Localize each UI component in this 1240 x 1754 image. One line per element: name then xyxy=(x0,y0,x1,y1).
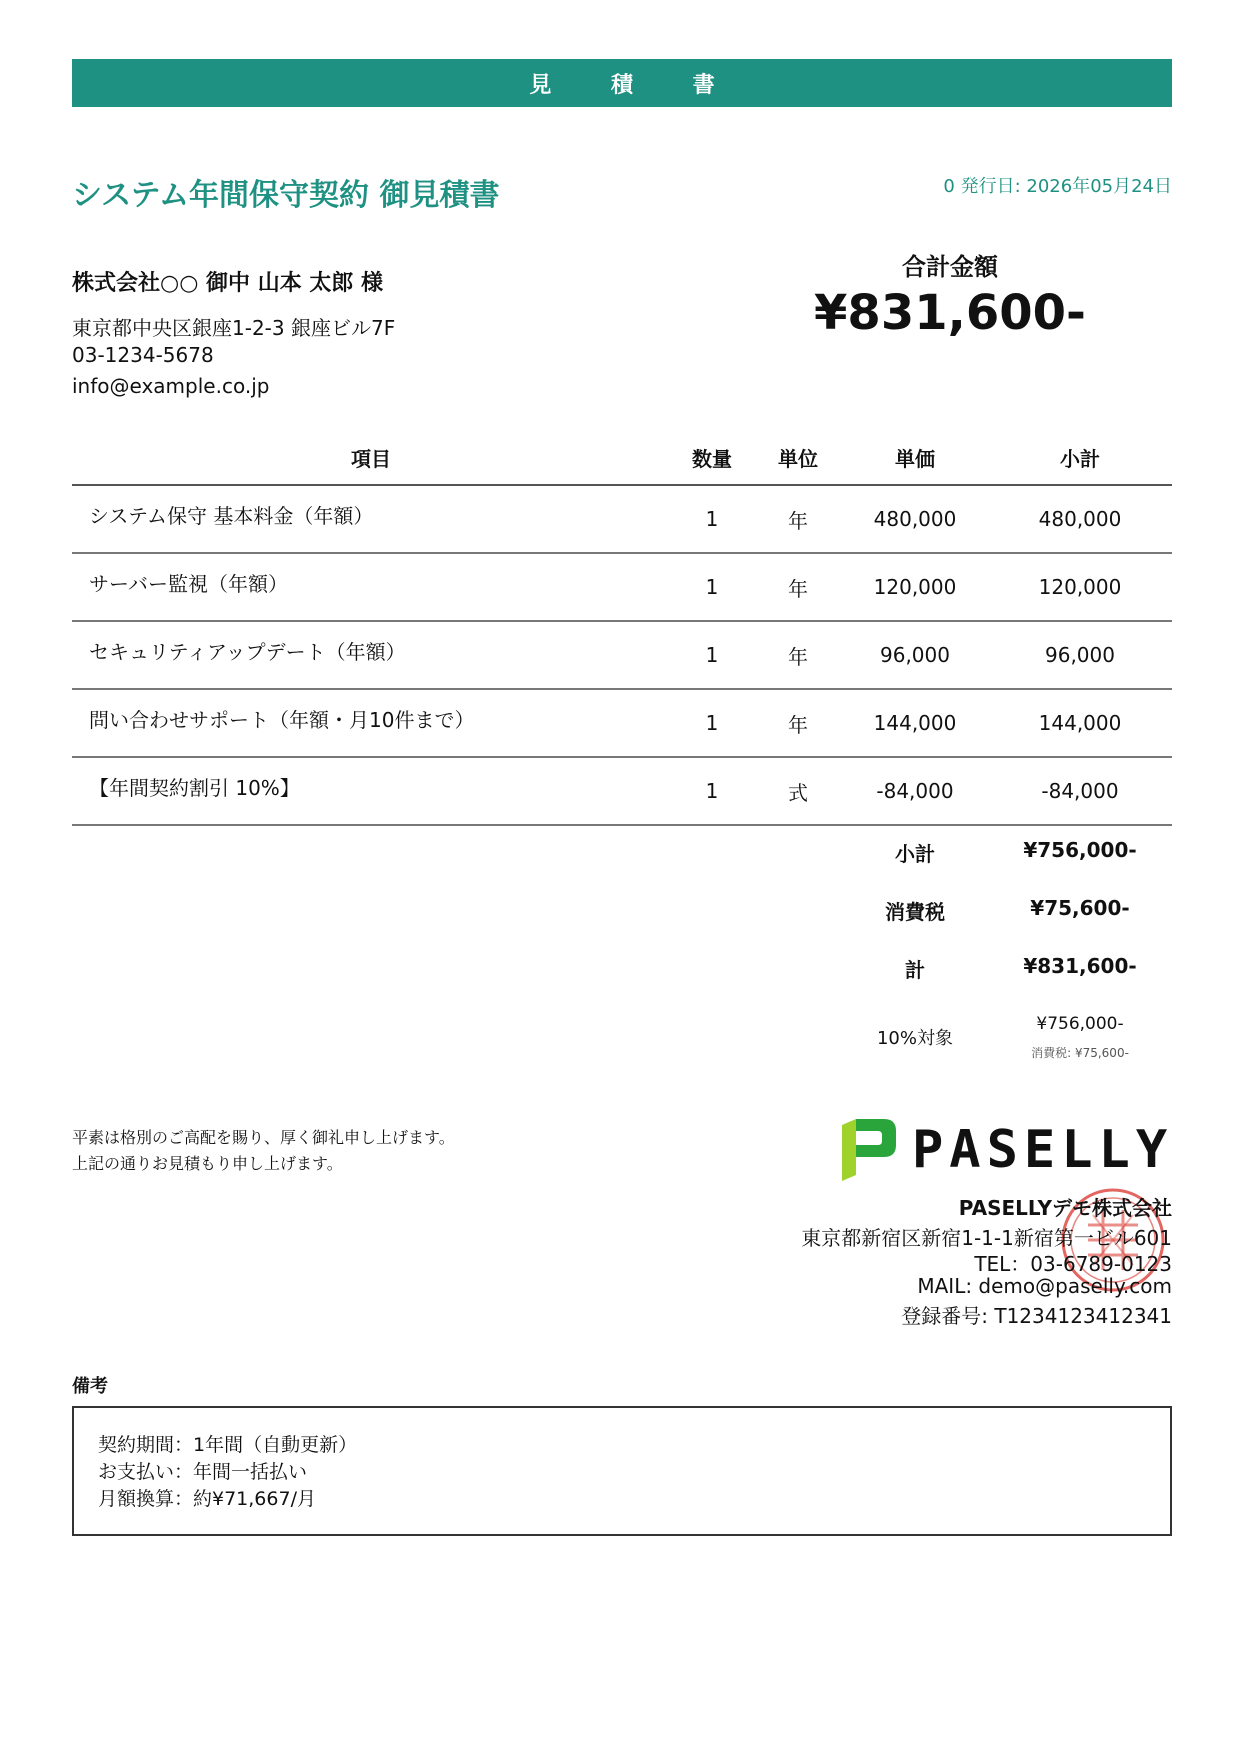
header-unit: 単位 xyxy=(754,430,842,485)
item-subtotal: -84,000 xyxy=(988,757,1172,825)
item-quantity: 1 xyxy=(670,757,754,825)
item-unit: 年 xyxy=(754,485,842,553)
item-name: サーバー監視（年額） xyxy=(72,553,670,621)
client-name: 株式会社○○ 御中 山本 太郎 様 xyxy=(72,271,384,296)
item-unit-price: 96,000 xyxy=(842,621,988,689)
total-amount-label: 合計金額 xyxy=(902,253,998,281)
tax-target-base: ¥756,000- xyxy=(1036,1014,1124,1034)
remarks-line: お支払い：年間一括払い xyxy=(98,1461,308,1483)
item-unit-price: 480,000 xyxy=(842,485,988,553)
issuer-company-name: PASELLYデモ株式会社 xyxy=(958,1196,1172,1220)
table-row xyxy=(72,689,1172,757)
item-name: システム保守 基本料金（年額） xyxy=(72,485,670,553)
remarks-line: 契約期間：1年間（自動更新） xyxy=(98,1434,358,1456)
header-unit-price: 単価 xyxy=(842,430,988,485)
table-row xyxy=(72,553,1172,621)
client-address: 東京都中央区銀座1-2-3 銀座ビル7F xyxy=(72,316,396,340)
item-subtotal: 144,000 xyxy=(988,689,1172,757)
table-row xyxy=(72,757,1172,825)
issuer-address: 東京都新宿区新宿1-1-1新宿第一ビル601 xyxy=(801,1226,1172,1250)
document-type-banner xyxy=(72,59,1172,107)
subtotal-value: ¥756,000- xyxy=(1023,838,1137,862)
item-quantity: 1 xyxy=(670,485,754,553)
header-quantity: 数量 xyxy=(670,430,754,485)
logo-wordmark: PASELLY xyxy=(912,1120,1174,1180)
company-logo xyxy=(838,1117,1173,1183)
document-title: システム年間保守契約 御見積書 xyxy=(72,178,500,213)
client-email: info@example.co.jp xyxy=(72,374,270,398)
item-name: セキュリティアップデート（年額） xyxy=(72,621,670,689)
remarks-box xyxy=(72,1406,1172,1536)
item-subtotal: 96,000 xyxy=(988,621,1172,689)
subtotal-label: 小計 xyxy=(895,842,935,866)
item-subtotal: 480,000 xyxy=(988,485,1172,553)
item-quantity: 1 xyxy=(670,553,754,621)
grand-total-label: 計 xyxy=(905,958,925,982)
item-unit: 式 xyxy=(754,757,842,825)
paselly-logo-icon xyxy=(838,1119,896,1181)
table-row xyxy=(72,621,1172,689)
header-subtotal: 小計 xyxy=(988,430,1172,485)
table-row xyxy=(72,485,1172,553)
item-name: 【年間契約割引 10%】 xyxy=(72,757,670,825)
line-items-table xyxy=(72,430,1172,826)
header-item: 項目 xyxy=(72,430,670,485)
item-quantity: 1 xyxy=(670,621,754,689)
table-header-row xyxy=(72,430,1172,485)
tax-target-label: 10%対象 xyxy=(876,1028,953,1049)
greeting-line-1: 平素は格別のご高配を賜り、厚く御礼申し上げます。 xyxy=(72,1128,455,1147)
remarks-line: 月額換算：約¥71,667/月 xyxy=(98,1488,316,1510)
total-amount-value: ¥831,600- xyxy=(814,285,1086,341)
tax-value: ¥75,600- xyxy=(1030,896,1130,920)
item-unit: 年 xyxy=(754,553,842,621)
tax-target-amount: 消費税: ¥75,600- xyxy=(1031,1046,1129,1060)
item-name: 問い合わせサポート（年額・月10件まで） xyxy=(72,689,670,757)
remarks-label: 備考 xyxy=(72,1376,108,1397)
banner-text: 見 積 書 xyxy=(529,72,741,98)
item-unit-price: -84,000 xyxy=(842,757,988,825)
client-phone: 03-1234-5678 xyxy=(72,343,214,367)
item-unit-price: 120,000 xyxy=(842,553,988,621)
tax-label: 消費税 xyxy=(885,900,945,924)
grand-total-value: ¥831,600- xyxy=(1023,954,1137,978)
issue-date: 0 発行日: 2026年05月24日 xyxy=(943,176,1172,197)
issuer-mail: MAIL: demo@paselly.com xyxy=(917,1274,1172,1298)
item-subtotal: 120,000 xyxy=(988,553,1172,621)
greeting-line-2: 上記の通りお見積もり申し上げます。 xyxy=(72,1154,343,1173)
item-quantity: 1 xyxy=(670,689,754,757)
item-unit-price: 144,000 xyxy=(842,689,988,757)
item-unit: 年 xyxy=(754,621,842,689)
issuer-tel: TEL：03-6789-0123 xyxy=(974,1252,1172,1276)
item-unit: 年 xyxy=(754,689,842,757)
issuer-registration-number: 登録番号: T1234123412341 xyxy=(901,1304,1172,1328)
